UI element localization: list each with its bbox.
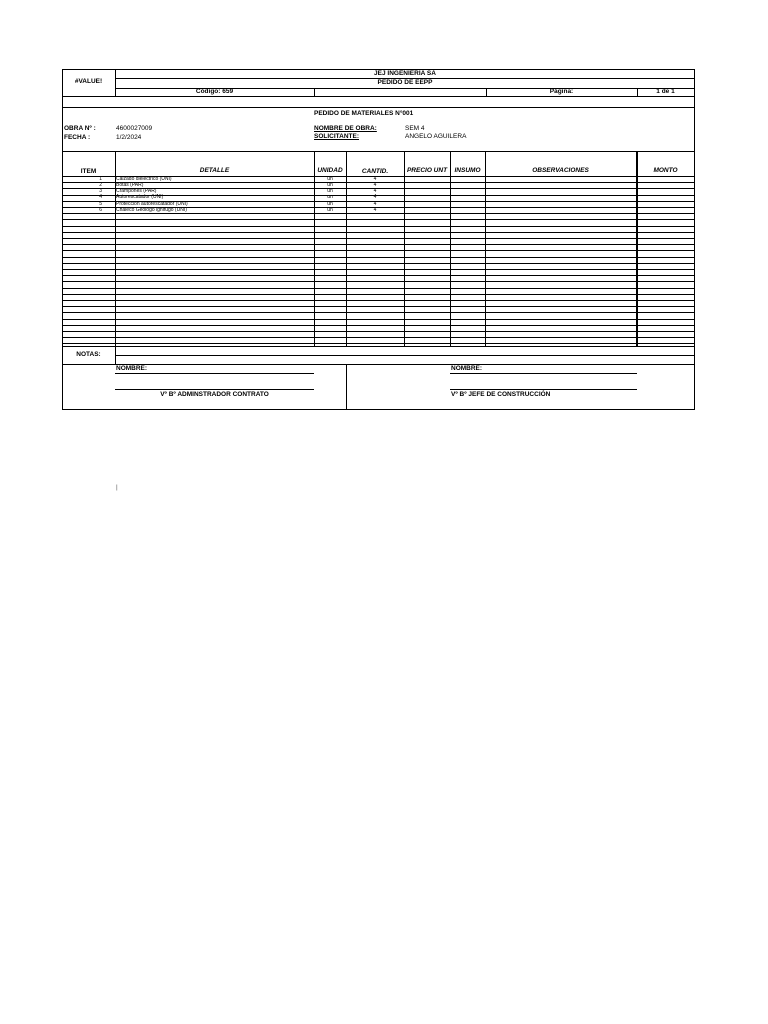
- left-role-label: Vº Bº ADMINSTRADOR CONTRATO: [160, 391, 269, 398]
- col-divider-observaciones: [636, 151, 638, 346]
- cell-item: 3: [99, 188, 102, 195]
- table-row: [62, 343, 695, 344]
- fecha-label: FECHA :: [64, 134, 91, 141]
- table-row: [62, 232, 695, 233]
- table-row: [62, 281, 695, 282]
- cell-detalle: Chaleco Geologo ignifugo (UNI): [116, 206, 187, 213]
- col-divider-precio: [450, 151, 451, 346]
- cell-detalle: Botas (PAR): [116, 182, 144, 188]
- solicitante-value: ANGELO AGUILERA: [405, 133, 467, 140]
- table-row: [62, 325, 695, 326]
- cell-unidad: un: [327, 194, 333, 201]
- cell-item: 5: [99, 200, 102, 207]
- col-header-unidad: UNIDAD: [317, 167, 343, 174]
- signature-divider: [346, 364, 347, 409]
- frame-left: [62, 69, 63, 410]
- table-row: [62, 331, 695, 332]
- table-row: [62, 300, 695, 301]
- cell-unidad: un: [327, 175, 333, 182]
- obra-number-label: OBRA Nº :: [64, 125, 96, 132]
- left-signature-line: [115, 389, 314, 390]
- col-header-item: ITEM: [80, 168, 97, 175]
- col-divider-insumo: [485, 151, 486, 346]
- cell-detalle: Autorescatador (UNI): [116, 194, 164, 201]
- header-code-divider: [314, 88, 315, 96]
- cell-cantid: 4: [373, 206, 377, 213]
- frame-right: [694, 69, 695, 410]
- col-header-insumo: INSUMO: [454, 167, 481, 174]
- table-top-line: [62, 151, 695, 152]
- page-marker: |: [116, 484, 118, 491]
- fecha-value: 1/2/2024: [116, 134, 142, 141]
- table-end-line: [62, 346, 695, 347]
- table-row: [62, 306, 695, 307]
- table-row: [62, 226, 695, 227]
- order-title: PEDIDO DE MATERIALES N°001: [314, 110, 414, 117]
- cell-item: 6: [99, 206, 102, 213]
- col-header-observaciones: OBSERVACIONES: [532, 167, 589, 174]
- col-header-precio-unt: PRECIO UNT: [406, 167, 448, 174]
- header-line-3: [62, 96, 695, 97]
- right-signature-line: [450, 389, 637, 390]
- table-row: [62, 250, 695, 251]
- cell-unidad: un: [327, 188, 333, 195]
- col-header-cantid: CANTID.: [361, 168, 389, 175]
- table-row: [62, 219, 695, 220]
- table-row: [62, 244, 695, 245]
- right-role-label: Vº Bº JEFE DE CONSTRUCCIÓN: [451, 391, 551, 398]
- company-name: JEJ INGENIERIA SA: [374, 70, 436, 77]
- frame-bottom: [62, 409, 695, 410]
- cell-cantid: 4: [373, 200, 377, 207]
- document-title: PEDIDO DE EEPP: [377, 79, 433, 86]
- cell-cantid: 4: [373, 194, 377, 201]
- cell-item: 4: [99, 194, 102, 201]
- left-name-label: NOMBRE:: [116, 365, 148, 372]
- cell-detalle: Protección autorescatador (UNI): [116, 200, 188, 207]
- page-value: 1 de 1: [656, 88, 675, 95]
- nombre-obra-label: NOMBRE DE OBRA:: [314, 125, 377, 132]
- notes-bottom-line: [62, 364, 695, 365]
- cell-unidad: un: [327, 182, 333, 188]
- notes-label: NOTAS:: [76, 351, 101, 358]
- error-value-cell: #VALUE!: [74, 78, 103, 85]
- cell-item: 1: [99, 175, 102, 182]
- col-header-monto: MONTO: [653, 167, 678, 174]
- cell-cantid: 4: [373, 188, 377, 195]
- notes-line: [115, 355, 695, 356]
- table-row: [62, 263, 695, 264]
- table-row: [62, 213, 695, 214]
- cell-item: 2: [99, 182, 102, 188]
- cell-detalle: Crampones (PAR): [116, 188, 157, 195]
- table-row: [62, 275, 695, 276]
- cell-cantid: 4: [373, 175, 377, 182]
- solicitante-label: SOLICITANTE:: [314, 133, 360, 140]
- table-row: [62, 269, 695, 270]
- table-row: [62, 238, 695, 239]
- table-row: [62, 337, 695, 338]
- col-divider-cantid: [404, 151, 405, 346]
- col-header-detalle: DETALLE: [199, 167, 230, 174]
- left-name-line: [115, 373, 314, 374]
- cell-detalle: Calzado dielectrico (UNI): [116, 175, 172, 182]
- nombre-obra-value: SEM 4: [405, 125, 425, 132]
- table-row: [62, 288, 695, 289]
- page-label: Página:: [549, 88, 574, 95]
- table-row: [62, 319, 695, 320]
- table-row: [62, 312, 695, 313]
- table-row: [62, 294, 695, 295]
- obra-number-value: 4600027009: [116, 125, 153, 132]
- cell-unidad: un: [327, 206, 333, 213]
- right-name-line: [450, 373, 637, 374]
- cell-cantid: 4: [373, 182, 377, 188]
- right-name-label: NOMBRE:: [451, 365, 483, 372]
- document-code: Código: 659: [195, 88, 234, 95]
- table-row: [62, 257, 695, 258]
- section-line: [62, 107, 695, 108]
- cell-unidad: un: [327, 200, 333, 207]
